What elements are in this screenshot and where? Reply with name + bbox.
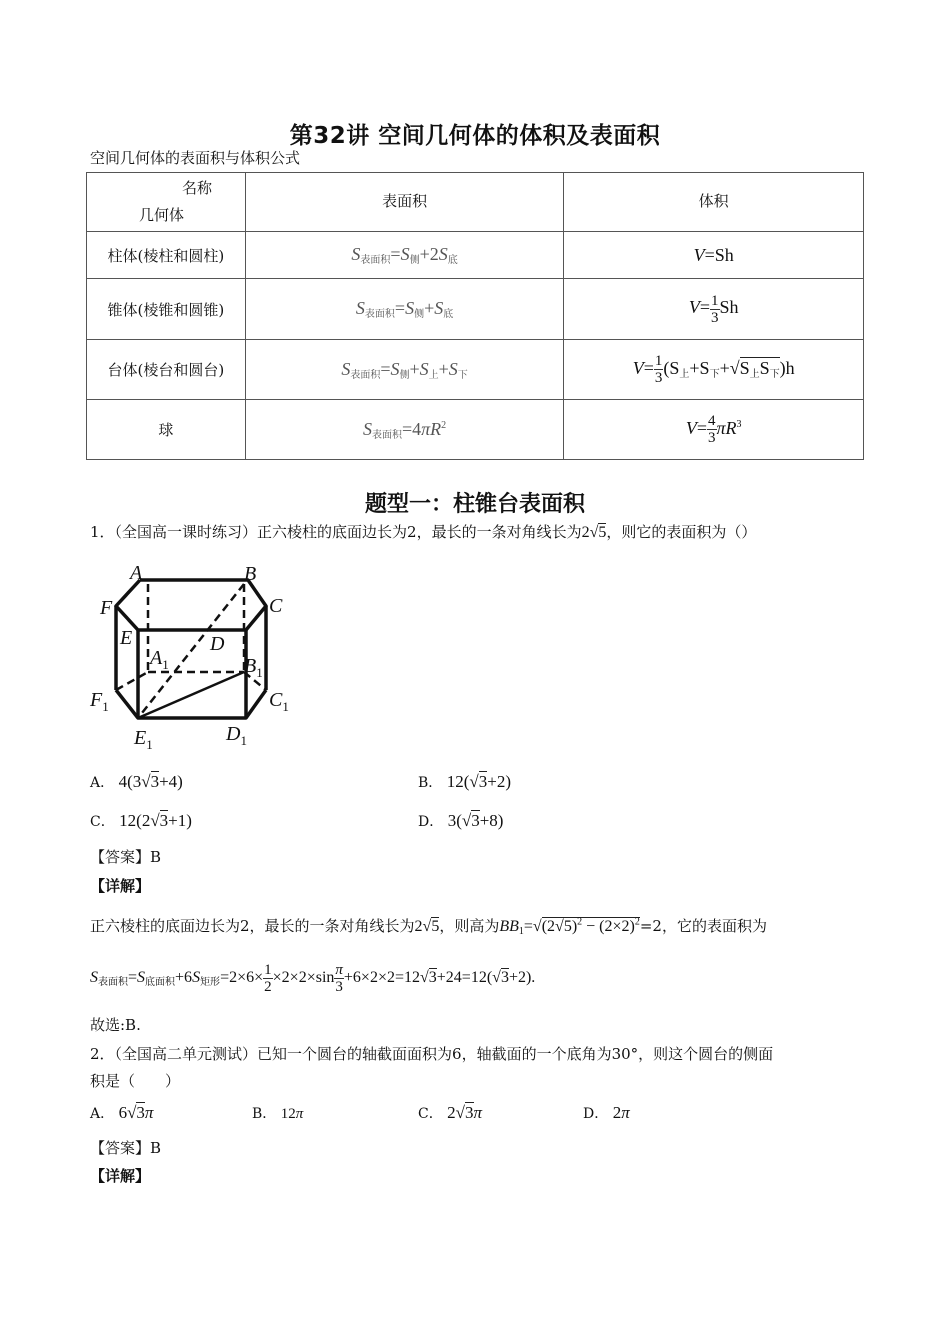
question-1-tail: ，则它的表面积为（） — [606, 523, 757, 541]
q2-answer: 【答案】B — [90, 1139, 162, 1157]
header-volume: 体积 — [564, 173, 864, 232]
frustum-volume-formula: V= $\frac{1}{3}$ $(S_上+S_下+√S_上S_下)h$ — [564, 340, 864, 400]
page-title: 第32讲 空间几何体的体积及表面积 — [289, 123, 661, 149]
label-E1: $E_1$ — [134, 727, 153, 752]
label-A1: $A_1$ — [150, 647, 169, 672]
sphere-surface-formula: $S_{表面积}=4\pi R^2$ — [245, 400, 564, 460]
q1-solution-line1: 正六棱柱的底面边长为2，最长的一条对角线长为2√5，则高为$BB_1=√(2√5)^2 - (2\times 2)^2=2$，它的表面积为 — [90, 916, 767, 937]
q2-detail-heading: 【详解】 — [90, 1167, 151, 1185]
q1-detail-heading: 【详解】 — [90, 877, 151, 895]
label-C: C — [269, 595, 283, 617]
q2-option-c[interactable]: C． 2√3π — [418, 1103, 483, 1122]
row-name-pyramid: 锥体(棱锥和圆锥) — [87, 279, 246, 340]
section-title: 题型一：柱锥台表面积 — [364, 492, 585, 517]
frustum-surface-formula: $S_{表面积}=S_侧+S_上+S_下$ — [245, 340, 564, 400]
formula-table — [86, 172, 864, 460]
q2-option-b[interactable]: B． 12π — [252, 1106, 304, 1122]
header-surface: 表面积 — [245, 173, 564, 232]
row-name-sphere: 球 — [87, 400, 246, 460]
q1-option-b[interactable]: B． 12(√3+2) — [418, 772, 511, 791]
pyramid-surface-formula: $S_{表面积}=S_侧+S_底$ — [245, 279, 564, 340]
hexagonal-prism-figure — [86, 560, 306, 755]
sphere-volume-formula: V= $\frac{4}{3}$ $\pi R^3$ — [564, 400, 864, 460]
label-A: A — [130, 562, 143, 584]
row-name-prism: 柱体(棱柱和圆柱) — [87, 232, 246, 279]
label-C1: $C_1$ — [269, 689, 289, 714]
prism-surface-formula: $S_{表面积}=S_侧+2S_底$ — [245, 232, 564, 279]
label-B: B — [244, 563, 257, 585]
pyramid-volume-formula: V= $\frac{1}{3}$ Sh — [564, 279, 864, 340]
q1-option-c[interactable]: C． 12(2√3+1) — [90, 811, 192, 830]
label-D1: $D_1$ — [226, 723, 247, 748]
row-name-frustum: 台体(棱台和圆台) — [87, 340, 246, 400]
label-F1: $F_1$ — [90, 689, 109, 714]
label-E: E — [120, 627, 133, 649]
q2-option-d[interactable]: D． 2π — [583, 1103, 630, 1122]
header-name-cell — [87, 173, 246, 232]
q2-option-a[interactable]: A． 6√3π — [90, 1103, 154, 1122]
question-1: 1．（全国高一课时练习）正六棱柱的底面边长为2，最长的一条对角线长为2√5，则它的表面积为（） — [90, 523, 757, 541]
header-name-top: 名称 — [182, 179, 213, 197]
label-B1: $B_1$ — [244, 655, 263, 680]
prism-volume-formula: V=Sh — [564, 232, 864, 279]
label-F: F — [100, 597, 113, 619]
q1-solution-line2: $S_{表面积}=S_{底面积}+6S_{矩形}=2\times 6\times$ $\frac{1}{2}$ ×2×2×sin $\frac{\pi}{3}$ +6×2×2=12√3+24=12(√3+2). — [90, 962, 536, 995]
header-name-bottom: 几何体 — [139, 206, 185, 224]
question-2-line1: 2．（全国高二单元测试）已知一个圆台的轴截面面积为6，轴截面的一个底角为30°，则这个圆台的侧面 — [90, 1045, 774, 1063]
q1-option-a[interactable]: A． 4(3√3+4) — [90, 772, 183, 791]
q1-option-d[interactable]: D． 3(√3+8) — [418, 811, 504, 830]
q1-conclusion: 故选:B. — [90, 1016, 141, 1034]
question-2-line2: 积是（ ） — [90, 1072, 181, 1090]
question-1-text: 1．（全国高一课时练习）正六棱柱的底面边长为2，最长的一条对角线长为 — [90, 523, 582, 541]
label-D: D — [210, 633, 225, 655]
q1-answer: 【答案】B — [90, 848, 162, 866]
table-caption: 空间几何体的表面积与体积公式 — [90, 149, 301, 167]
